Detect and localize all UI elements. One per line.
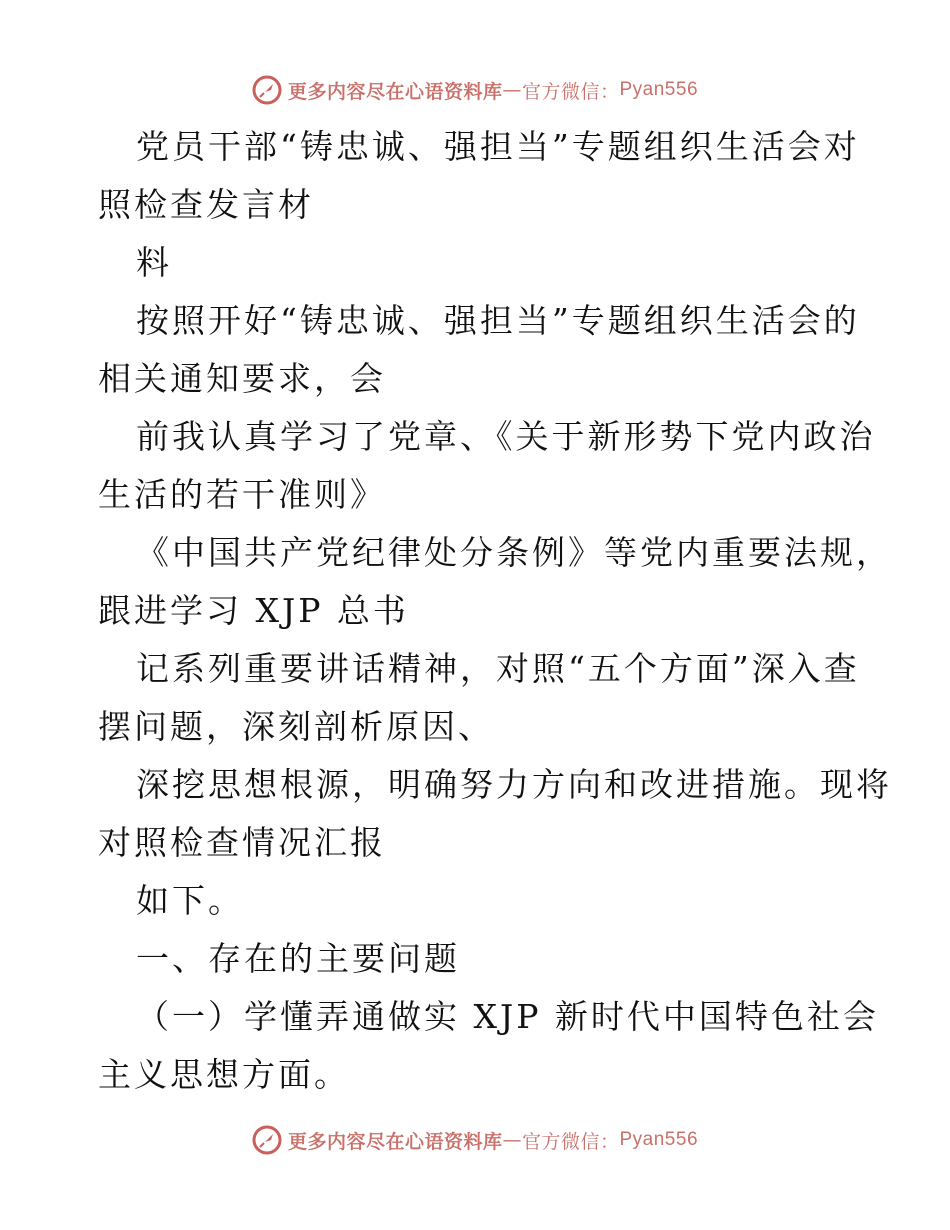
watermark-dash: — bbox=[502, 79, 522, 101]
title-line-1: 党员干部“铸忠诚、强担当”专题组织生活会对 bbox=[136, 127, 860, 166]
quill-logo-icon bbox=[252, 1125, 282, 1155]
watermark-wechat-id: Pyan556 bbox=[619, 79, 699, 100]
paragraph-line: 深挖思想根源，明确努力方向和改进措施。现将 bbox=[136, 765, 892, 804]
paragraph-line: 如下。 bbox=[136, 881, 244, 920]
paragraph-line: 按照开好“铸忠诚、强担当”专题组织生活会的 bbox=[136, 301, 860, 340]
quill-logo-icon bbox=[252, 75, 282, 105]
paragraph-line: 生活的若干准则》 bbox=[98, 475, 386, 514]
watermark-main-text: 更多内容尽在心语资料库 bbox=[287, 80, 503, 103]
subsection-heading: （一）学懂弄通做实 XJP 新时代中国特色社会 bbox=[136, 997, 879, 1036]
footer-watermark bbox=[0, 1122, 950, 1158]
watermark-sub-text: 官方微信： bbox=[521, 1130, 620, 1153]
watermark-dash: — bbox=[502, 1129, 522, 1151]
document-body bbox=[98, 118, 892, 1104]
watermark-wechat-id: Pyan556 bbox=[619, 1129, 699, 1150]
paragraph-line: 《中国共产党纪律处分条例》等党内重要法规， bbox=[136, 533, 892, 572]
paragraph-line: 对照检查情况汇报 bbox=[98, 823, 386, 862]
watermark-main-text: 更多内容尽在心语资料库 bbox=[287, 1130, 503, 1153]
paragraph-line: 记系列重要讲话精神，对照“五个方面”深入查 bbox=[136, 649, 860, 688]
paragraph-line: 摆问题，深刻剖析原因、 bbox=[98, 707, 494, 746]
section-heading: 一、存在的主要问题 bbox=[136, 939, 460, 978]
paragraph-line: 前我认真学习了党章、《关于新形势下党内政治 bbox=[136, 417, 876, 456]
header-watermark bbox=[0, 72, 950, 108]
title-line-3: 料 bbox=[136, 243, 172, 282]
title-line-2: 照检查发言材 bbox=[98, 185, 314, 224]
subsection-heading-cont: 主义思想方面。 bbox=[98, 1055, 350, 1094]
watermark-sub-text: 官方微信： bbox=[521, 80, 620, 103]
paragraph-line: 相关通知要求，会 bbox=[98, 359, 386, 398]
paragraph-line: 跟进学习 XJP 总书 bbox=[98, 591, 409, 630]
